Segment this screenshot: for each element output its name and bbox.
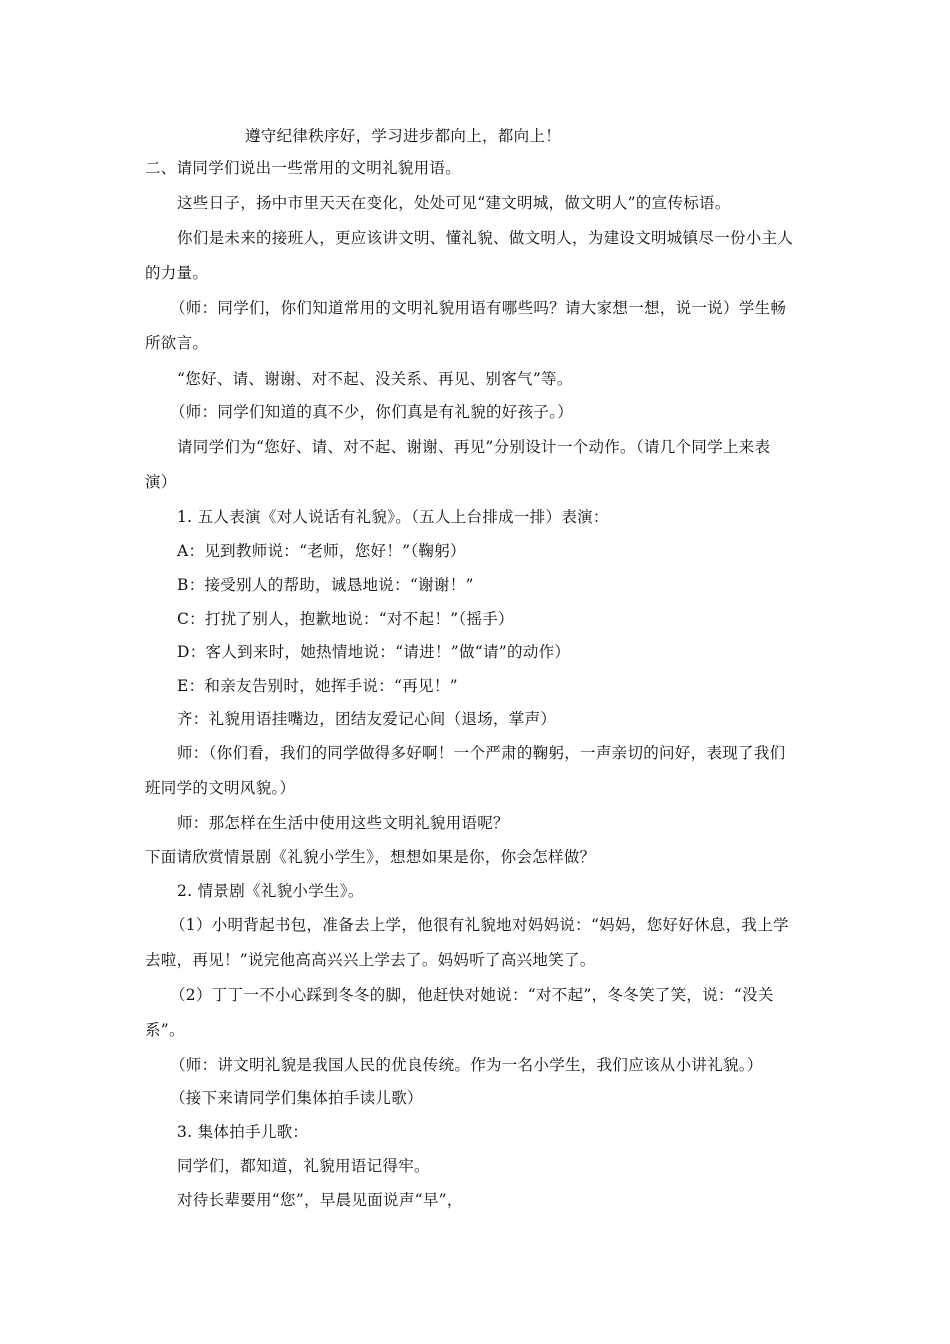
song-line-discipline: 遵守纪律秩序好，学习进步都向上，都向上！ bbox=[245, 127, 562, 145]
activity-heading-three: 3. 集体拍手儿歌： bbox=[177, 1123, 309, 1141]
paragraph-line: 请同学们为“您好、请、对不起、谢谢、再见”分别设计一个动作。（请几个同学上来表 bbox=[177, 438, 771, 456]
song-line: 对待长辈要用“您”，早晨见面说声“早”， bbox=[177, 1191, 463, 1209]
song-line: 同学们，都知道，礼貌用语记得牢。 bbox=[177, 1157, 430, 1175]
teacher-note-line: 所欲言。 bbox=[145, 334, 209, 352]
activity-heading-one: 1. 五人表演《对人说话有礼貌》。（五人上台排成一排）表演： bbox=[177, 508, 609, 526]
teacher-question-line: 师：那怎样在生活中使用这些文明礼貌用语呢？ bbox=[177, 814, 509, 832]
activity-heading-two: 2. 情景剧《礼貌小学生》。 bbox=[177, 882, 364, 900]
role-line-a: A：见到教师说：“老师，您好！”（鞠躬） bbox=[177, 542, 466, 560]
teacher-note-line: （接下来请同学们集体拍手读儿歌） bbox=[170, 1089, 423, 1107]
teacher-note-line: （师：同学们知道的真不少，你们真是有礼貌的好孩子。） bbox=[170, 403, 574, 421]
chorus-line: 齐：礼貌用语挂嘴边，团结友爱记心间（退场，掌声） bbox=[177, 710, 557, 728]
paragraph-line: 的力量。 bbox=[145, 264, 209, 282]
teacher-note-line: （师：讲文明礼貌是我国人民的优良传统。作为一名小学生，我们应该从小讲礼貌。） bbox=[170, 1056, 763, 1074]
teacher-line: 班同学的文明风貌。） bbox=[145, 779, 296, 797]
scene-line-two: （2）丁丁一不小心踩到冬冬的脚，他赶快对她说：“对不起”，冬冬笑了笑，说：“没关 bbox=[170, 986, 774, 1004]
section-heading-two: 二、请同学们说出一些常用的文明礼貌用语。 bbox=[145, 159, 462, 177]
role-line-e: E：和亲友告别时，她挥手说：“再见！” bbox=[177, 677, 458, 695]
teacher-note-line: （师：同学们，你们知道常用的文明礼貌用语有哪些吗？请大家想一想，说一说）学生畅 bbox=[170, 299, 787, 317]
polite-phrases-line: “您好、请、谢谢、对不起、没关系、再见、别客气”等。 bbox=[177, 370, 573, 388]
scene-line-one: 去啦，再见！”说完他高高兴兴上学去了。妈妈听了高兴地笑了。 bbox=[145, 951, 596, 969]
role-line-b: B：接受别人的帮助，诚恳地说：“谢谢！” bbox=[177, 576, 474, 594]
paragraph-line: 你们是未来的接班人，更应该讲文明、懂礼貌、做文明人，为建设文明城镇尽一份小主人 bbox=[177, 229, 794, 247]
scene-line-one: （1）小明背起书包，准备去上学，他很有礼貌地对妈妈说：“妈妈，您好好休息，我上学 bbox=[170, 916, 789, 934]
scene-line-two: 系”。 bbox=[145, 1021, 185, 1039]
teacher-line: 师：（你们看，我们的同学做得多好啊！一个严肃的鞠躬，一声亲切的问好，表现了我们 bbox=[177, 744, 786, 762]
paragraph-line: 下面请欣赏情景剧《礼貌小学生》，想想如果是你，你会怎样做？ bbox=[145, 848, 596, 866]
paragraph-line: 演） bbox=[145, 473, 177, 491]
paragraph-line: 这些日子，扬中市里天天在变化，处处可见“建文明城，做文明人”的宣传标语。 bbox=[177, 194, 731, 212]
role-line-c: C：打扰了别人，抱歉地说：“对不起！”（摇手） bbox=[177, 610, 514, 628]
role-line-d: D：客人到来时，她热情地说：“请进！”做“请”的动作） bbox=[177, 643, 571, 661]
